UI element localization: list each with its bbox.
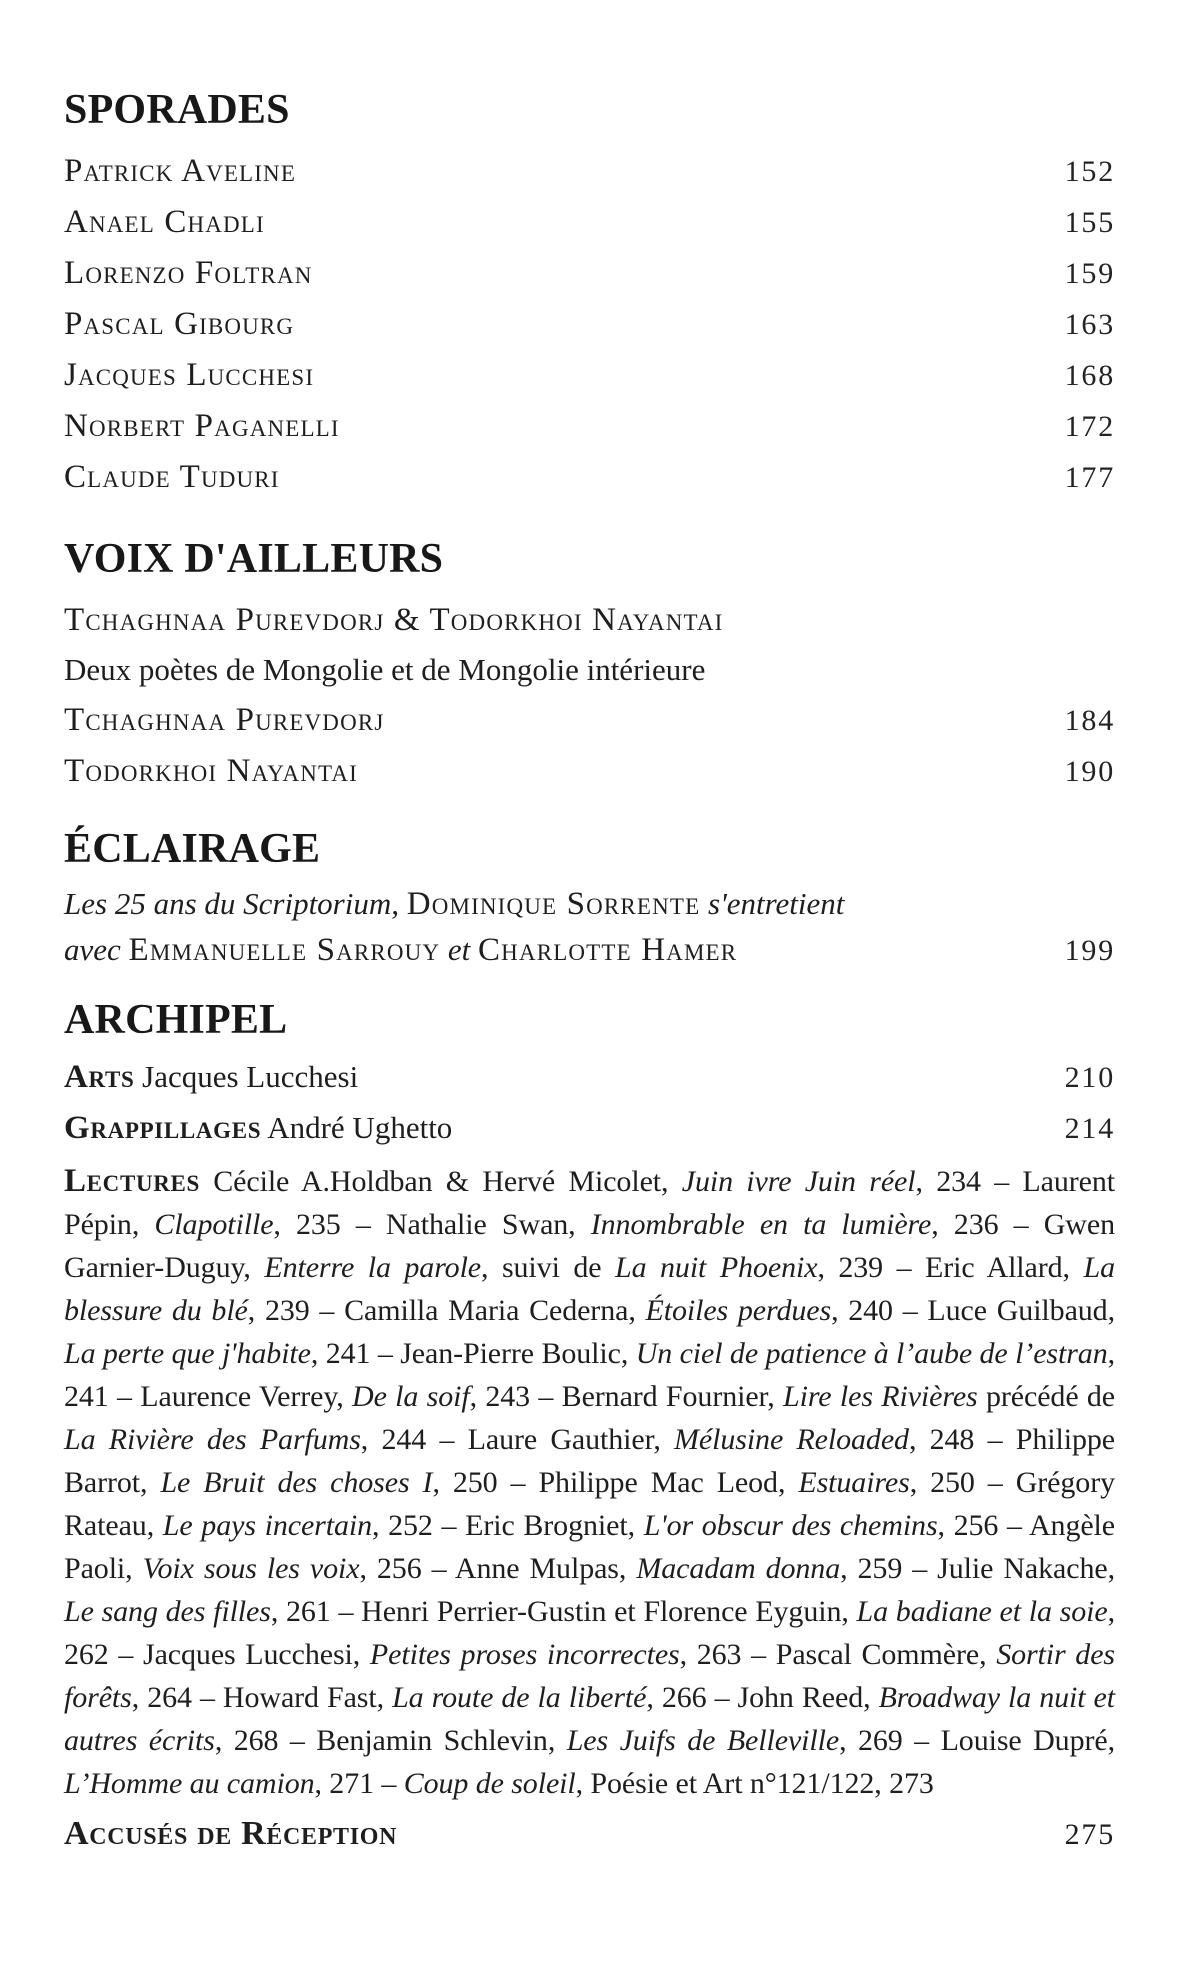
entry-page-number: 177: [1064, 461, 1115, 494]
text-segment: Sortir des forêts: [64, 1638, 1116, 1714]
toc-entry: [64, 248, 1115, 299]
text-segment: , 243 – Bernard Fournier,: [469, 1380, 784, 1413]
text-segment: , 268 – Benjamin Schlevin,: [214, 1724, 567, 1757]
text-segment: , Poésie et Art n°121/122, 273: [575, 1767, 934, 1800]
text-segment: , 269 – Louise Dupré,: [839, 1724, 1115, 1757]
text-segment: Petites proses incorrectes: [369, 1638, 680, 1671]
text-segment: , 248 – Philippe Barrot,: [64, 1423, 1115, 1499]
entry-title: [64, 350, 314, 400]
entry-title: [64, 695, 384, 745]
entry-title: [64, 927, 737, 973]
text-segment: Clapotille: [154, 1208, 274, 1241]
toc-entry: [64, 197, 1115, 248]
section-heading: ÉCLAIRAGE: [64, 826, 321, 872]
entry-title: [64, 645, 705, 695]
text-segment: Jacques Lucchesi: [64, 357, 315, 393]
text-segment: De la soif: [352, 1380, 470, 1413]
section-entries: [64, 881, 1115, 974]
entry-title: [64, 595, 723, 645]
entry-title: [64, 1103, 452, 1153]
text-segment: avec: [64, 932, 129, 967]
text-segment: André Ughetto: [261, 1110, 453, 1145]
text-segment: L’Homme au camion: [64, 1767, 315, 1800]
toc-entry: [64, 1103, 1115, 1154]
text-segment: Voix sous les voix: [142, 1552, 360, 1585]
text-segment: La blessure du blé: [64, 1251, 1115, 1327]
text-segment: Enterre la parole: [264, 1251, 482, 1284]
text-segment: La Rivière des Parfums: [64, 1423, 361, 1456]
text-segment: La badiane et la soie: [856, 1595, 1108, 1628]
entry-title: [64, 1052, 358, 1102]
text-segment: , 256 – Anne Mulpas,: [359, 1552, 637, 1585]
text-segment: Arts: [64, 1059, 135, 1095]
section-heading: VOIX D'AILLEURS: [64, 536, 444, 582]
toc-entry: [64, 881, 1115, 927]
text-segment: , 256 – Angèle Paoli,: [64, 1509, 1116, 1585]
entry-page-number: 172: [1064, 410, 1115, 443]
text-segment: Norbert Paganelli: [64, 408, 340, 444]
section-entries: [64, 1052, 1115, 1154]
text-segment: , 250 – Grégory Rateau,: [64, 1466, 1115, 1542]
toc-entry: [64, 645, 1115, 695]
text-segment: Patrick Aveline: [64, 153, 297, 189]
text-segment: Juin ivre Juin réel: [681, 1165, 916, 1198]
text-segment: Le Bruit des choses I: [160, 1466, 433, 1499]
toc-entry: [64, 927, 1115, 974]
text-segment: Dominique Sorrente: [406, 886, 701, 922]
text-segment: Lorenzo Foltran: [64, 255, 313, 291]
accuses-row: [64, 1813, 1115, 1856]
text-segment: Coup de soleil: [403, 1767, 576, 1800]
entry-title: [64, 746, 358, 796]
text-segment: Estuaires: [798, 1466, 910, 1499]
accuses-page-number: 275: [1064, 1818, 1115, 1851]
text-segment: , 234 – Laurent Pépin,: [64, 1165, 1115, 1241]
section-entries: [64, 146, 1115, 503]
entry-page-number: 210: [1064, 1061, 1115, 1094]
section-entries: [64, 595, 1115, 797]
text-segment: Deux poètes de Mongolie et de Mongolie intérieure: [64, 652, 706, 687]
toc-entry: [64, 350, 1115, 401]
text-segment: Anael Chadli: [64, 204, 265, 240]
toc-entry: [64, 299, 1115, 350]
text-segment: , 262 – Jacques Lucchesi,: [64, 1595, 1115, 1671]
text-segment: Cécile A.Holdban & Hervé Micolet,: [199, 1165, 682, 1198]
toc-entry: [64, 695, 1115, 746]
text-segment: , 240 – Luce Guilbaud,: [831, 1294, 1115, 1327]
text-segment: , 235 – Nathalie Swan,: [273, 1208, 591, 1241]
text-segment: Mélusine Reloaded: [674, 1423, 909, 1456]
text-segment: Claude Tuduri: [64, 459, 280, 495]
entry-page-number: 163: [1064, 308, 1115, 341]
toc-section: [64, 827, 1115, 974]
toc-entry: [64, 401, 1115, 452]
text-segment: Lectures: [64, 1163, 200, 1199]
text-segment: , 239 – Eric Allard,: [817, 1251, 1084, 1284]
text-segment: Broadway la nuit et autres écrits: [64, 1681, 1115, 1757]
text-segment: Grappillages: [64, 1110, 262, 1146]
toc-section: [64, 998, 1115, 1154]
text-segment: , 266 – John Reed,: [646, 1681, 879, 1714]
entry-page-number: 159: [1064, 257, 1115, 290]
section-heading: SPORADES: [64, 87, 290, 133]
entry-page-number: 214: [1064, 1112, 1115, 1145]
text-segment: Lire les Rivières: [783, 1380, 978, 1413]
text-segment: précédé de: [977, 1380, 1115, 1413]
text-segment: , suivi de: [481, 1251, 615, 1284]
toc-entry: [64, 595, 1115, 645]
entry-title: [64, 146, 296, 196]
entry-page-number: 155: [1064, 206, 1115, 239]
entry-page-number: 190: [1064, 755, 1115, 788]
text-segment: La route de la liberté: [392, 1681, 647, 1714]
text-segment: Tchaghnaa Purevdorj: [64, 702, 385, 738]
text-segment: , 264 – Howard Fast,: [131, 1681, 393, 1714]
accuses-label: Accusés de Réception: [64, 1815, 398, 1852]
entry-title: [64, 452, 280, 502]
text-segment: , 236 – Gwen Garnier-Duguy,: [64, 1208, 1115, 1284]
text-segment: , 250 – Philippe Mac Leod,: [432, 1466, 799, 1499]
text-segment: , 261 – Henri Perrier-Gustin et Florence Eyguin,: [270, 1595, 857, 1628]
text-segment: , 271 –: [314, 1767, 404, 1800]
text-segment: , 263 – Pascal Commère,: [679, 1638, 997, 1671]
text-segment: , 259 – Julie Nakache,: [840, 1552, 1115, 1585]
toc-section: [64, 88, 1115, 503]
text-segment: L'or obscur des chemins: [643, 1509, 938, 1542]
toc-entry: [64, 746, 1115, 797]
section-heading: ARCHIPEL: [64, 997, 288, 1043]
entry-page-number: 199: [1064, 934, 1115, 967]
text-segment: Un ciel de patience à l’aube de l’estran: [635, 1337, 1108, 1370]
text-segment: Innombrable en ta lumière: [590, 1208, 932, 1241]
text-segment: Étoiles perdues: [645, 1294, 832, 1327]
entry-page-number: 168: [1064, 359, 1115, 392]
text-segment: Emmanuelle Sarrouy: [128, 932, 441, 968]
text-segment: s'entretient: [700, 886, 845, 921]
text-segment: La perte que j'habite: [64, 1337, 311, 1370]
text-segment: Le pays incertain: [162, 1509, 373, 1542]
entry-page-number: 152: [1064, 155, 1115, 188]
toc-sections: [64, 88, 1115, 1154]
entry-title: [64, 299, 294, 349]
text-segment: Les 25 ans du Scriptorium,: [64, 886, 407, 921]
text-segment: Le sang des filles: [64, 1595, 271, 1628]
toc-entry: [64, 452, 1115, 503]
lectures-paragraph: [64, 1160, 1115, 1805]
text-segment: Tchaghnaa Purevdorj & Todorkhoi Nayantai: [64, 602, 724, 638]
toc-entry: [64, 146, 1115, 197]
entry-title: [64, 248, 313, 298]
entry-title: [64, 197, 265, 247]
toc-section: [64, 537, 1115, 797]
text-segment: , 241 – Laurence Verrey,: [64, 1337, 1116, 1413]
entry-title: [64, 881, 844, 927]
text-segment: Jacques Lucchesi: [134, 1059, 359, 1094]
text-segment: , 252 – Eric Brogniet,: [372, 1509, 644, 1542]
text-segment: , 244 – Laure Gauthier,: [360, 1423, 674, 1456]
text-segment: , 239 – Camilla Maria Cederna,: [247, 1294, 646, 1327]
toc-entry: [64, 1052, 1115, 1103]
text-segment: La nuit Phoenix: [615, 1251, 818, 1284]
text-segment: Macadam donna: [636, 1552, 841, 1585]
text-segment: Les Juifs de Belleville: [566, 1724, 840, 1757]
text-segment: Todorkhoi Nayantai: [64, 753, 358, 789]
text-segment: , 241 – Jean-Pierre Boulic,: [310, 1337, 636, 1370]
text-segment: et: [440, 932, 479, 967]
entry-title: [64, 401, 340, 451]
text-segment: Pascal Gibourg: [64, 306, 295, 342]
text-segment: Charlotte Hamer: [478, 932, 738, 968]
entry-page-number: 184: [1064, 704, 1115, 737]
